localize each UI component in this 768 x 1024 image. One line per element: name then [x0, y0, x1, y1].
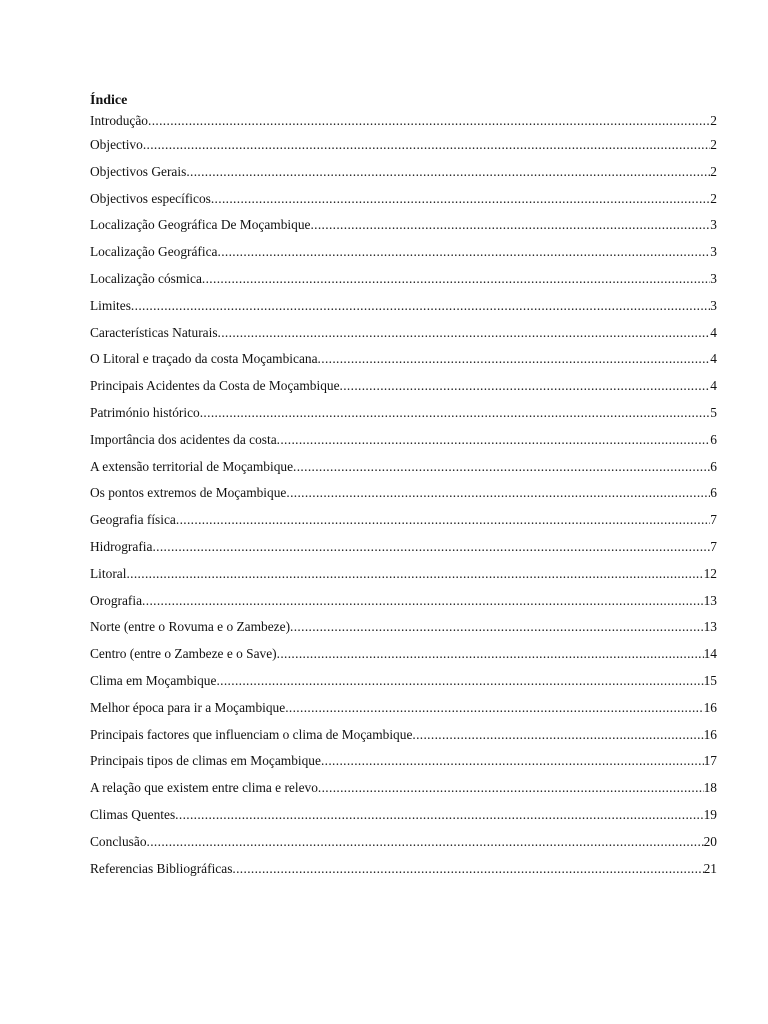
toc-entry-page-number: 3 [710, 244, 717, 260]
toc-dot-leader [232, 856, 703, 883]
toc-entry-title: Norte (entre o Rovuma e o Zambeze) [90, 619, 291, 635]
toc-entry[interactable] [90, 454, 717, 481]
toc-entry-page-number: 2 [710, 190, 717, 206]
toc-entry-title: A extensão territorial de Moçambique [90, 458, 294, 474]
toc-entry-title: Localização Geográfica De Moçambique [90, 217, 311, 233]
toc-entry[interactable] [90, 266, 717, 293]
toc-dot-leader [142, 588, 704, 615]
toc-entry-page-number: 2 [710, 137, 717, 152]
toc-entry-title: Centro (entre o Zambeze e o Save) [90, 646, 277, 662]
toc-entry[interactable] [90, 320, 717, 347]
toc-entry-page-number: 5 [710, 404, 717, 420]
toc-entry[interactable] [90, 802, 717, 829]
toc-entry-title: O Litoral e traçado da costa Moçambicana [90, 351, 318, 367]
toc-dot-leader [202, 266, 710, 293]
toc-entry[interactable] [90, 186, 717, 213]
toc-entry-page-number: 3 [710, 297, 717, 313]
toc-entry[interactable] [90, 695, 717, 722]
toc-entry-page-number: 4 [710, 351, 717, 367]
toc-entry-page-number: 16 [703, 699, 717, 715]
toc-entry[interactable] [90, 748, 717, 775]
toc-dot-leader [186, 159, 710, 186]
toc-dot-leader [218, 320, 711, 347]
toc-entry-title: Litoral [90, 565, 127, 581]
toc-dot-leader [200, 400, 711, 427]
toc-dot-leader [152, 534, 710, 561]
toc-dot-leader [412, 722, 703, 749]
toc-entry[interactable] [90, 507, 717, 534]
toc-entry-page-number: 21 [703, 860, 717, 876]
toc-entry[interactable] [90, 561, 717, 588]
toc-entry[interactable] [90, 346, 717, 373]
toc-entry[interactable] [90, 668, 717, 695]
toc-entry-title: Orografia [90, 592, 143, 608]
toc-dot-leader [318, 775, 704, 802]
toc-dot-leader [143, 132, 710, 159]
toc-dot-leader [176, 507, 710, 534]
toc-entry[interactable] [90, 427, 717, 454]
toc-entry-title: Características Naturais [90, 324, 218, 340]
toc-entry-page-number: 15 [703, 672, 717, 688]
toc-entry[interactable] [90, 588, 717, 615]
toc-entry-page-number: 7 [710, 512, 717, 528]
toc-entry[interactable] [90, 239, 717, 266]
toc-dot-leader [218, 239, 711, 266]
document-page [90, 92, 717, 882]
toc-dot-leader [310, 212, 710, 239]
toc-entry-title: Referencias Bibliográficas [90, 860, 233, 876]
toc-entry-page-number: 7 [710, 538, 717, 554]
toc-entry[interactable] [90, 775, 717, 802]
toc-entry-title: Importância dos acidentes da costa [90, 431, 277, 447]
toc-entry[interactable] [90, 132, 717, 159]
toc-entry-page-number: 17 [703, 753, 717, 769]
toc-entry-title: Geografia física [90, 512, 176, 528]
toc-entry-title: Os pontos extremos de Moçambique [90, 485, 287, 501]
toc-entry-title: Património histórico [90, 404, 200, 420]
toc-entry-page-number: 3 [710, 270, 717, 286]
toc-entry-page-number: 3 [710, 217, 717, 233]
toc-dot-leader [126, 561, 703, 588]
toc-entry-title: Climas Quentes [90, 806, 176, 822]
toc-entry-title: Objectivos específicos [90, 190, 211, 206]
toc-dot-leader [277, 641, 704, 668]
toc-dot-leader [286, 480, 710, 507]
toc-entry-page-number: 6 [710, 431, 717, 447]
toc-entry-title: Principais factores que influenciam o clima de Moçambique [90, 726, 413, 742]
toc-dot-leader [131, 293, 710, 320]
toc-entry-page-number: 4 [710, 378, 717, 394]
toc-dot-leader [216, 668, 703, 695]
toc-entry[interactable] [90, 293, 717, 320]
toc-dot-leader [277, 427, 711, 454]
toc-entry-page-number: 14 [703, 646, 717, 662]
toc-dot-leader [340, 373, 711, 400]
toc-entry-page-number: 2 [710, 163, 717, 179]
toc-entry[interactable] [90, 400, 717, 427]
toc-entry-title: Principais tipos de climas em Moçambique [90, 753, 321, 769]
toc-entry[interactable] [90, 212, 717, 239]
toc-entry-title: Hidrografia [90, 538, 153, 554]
toc-entry[interactable] [90, 534, 717, 561]
toc-entry[interactable] [90, 641, 717, 668]
toc-dot-leader [293, 454, 710, 481]
toc-entry-page-number: 6 [710, 485, 717, 501]
toc-entry-page-number: 19 [703, 806, 717, 822]
toc-entry[interactable] [90, 722, 717, 749]
toc-dot-leader [321, 748, 704, 775]
toc-dot-leader [290, 614, 704, 641]
toc-entry-title: Objectivo [90, 137, 143, 152]
toc-entry[interactable] [90, 480, 717, 507]
toc-entry-page-number: 20 [703, 833, 717, 849]
toc-heading: Índice [90, 93, 128, 108]
toc-entry-title: Clima em Moçambique [90, 672, 217, 688]
toc-dot-leader [318, 346, 711, 373]
toc-entry-title: Introdução [90, 113, 149, 128]
toc-entry[interactable] [90, 373, 717, 400]
toc-entry-title: Localização Geográfica [90, 244, 218, 260]
toc-entry-title: A relação que existem entre clima e relevo [90, 780, 318, 796]
toc-dot-leader [211, 186, 710, 213]
toc-entry[interactable] [90, 829, 717, 856]
toc-entry[interactable] [90, 856, 717, 883]
toc-entry[interactable] [90, 110, 717, 132]
toc-entry-page-number: 13 [703, 592, 717, 608]
toc-dot-leader [148, 110, 710, 132]
toc-dot-leader [147, 829, 704, 856]
toc-entry-page-number: 4 [710, 324, 717, 340]
toc-dot-leader [175, 802, 703, 829]
toc-entry-page-number: 2 [710, 113, 717, 128]
toc-entry-title: Objectivos Gerais [90, 163, 187, 179]
toc-entry-title: Melhor época para ir a Moçambique [90, 699, 286, 715]
toc-dot-leader [285, 695, 703, 722]
toc-entry-page-number: 18 [703, 780, 717, 796]
toc-entry[interactable] [90, 159, 717, 186]
toc-entry-title: Conclusão [90, 833, 147, 849]
toc-entry-page-number: 16 [703, 726, 717, 742]
toc-entry-page-number: 12 [703, 565, 717, 581]
toc-list [90, 110, 717, 882]
toc-entry-page-number: 6 [710, 458, 717, 474]
toc-entry-title: Principais Acidentes da Costa de Moçambique [90, 378, 340, 394]
toc-entry-title: Localização cósmica [90, 270, 202, 286]
toc-entry-page-number: 13 [703, 619, 717, 635]
toc-entry-title: Limites [90, 297, 131, 313]
toc-entry[interactable] [90, 614, 717, 641]
